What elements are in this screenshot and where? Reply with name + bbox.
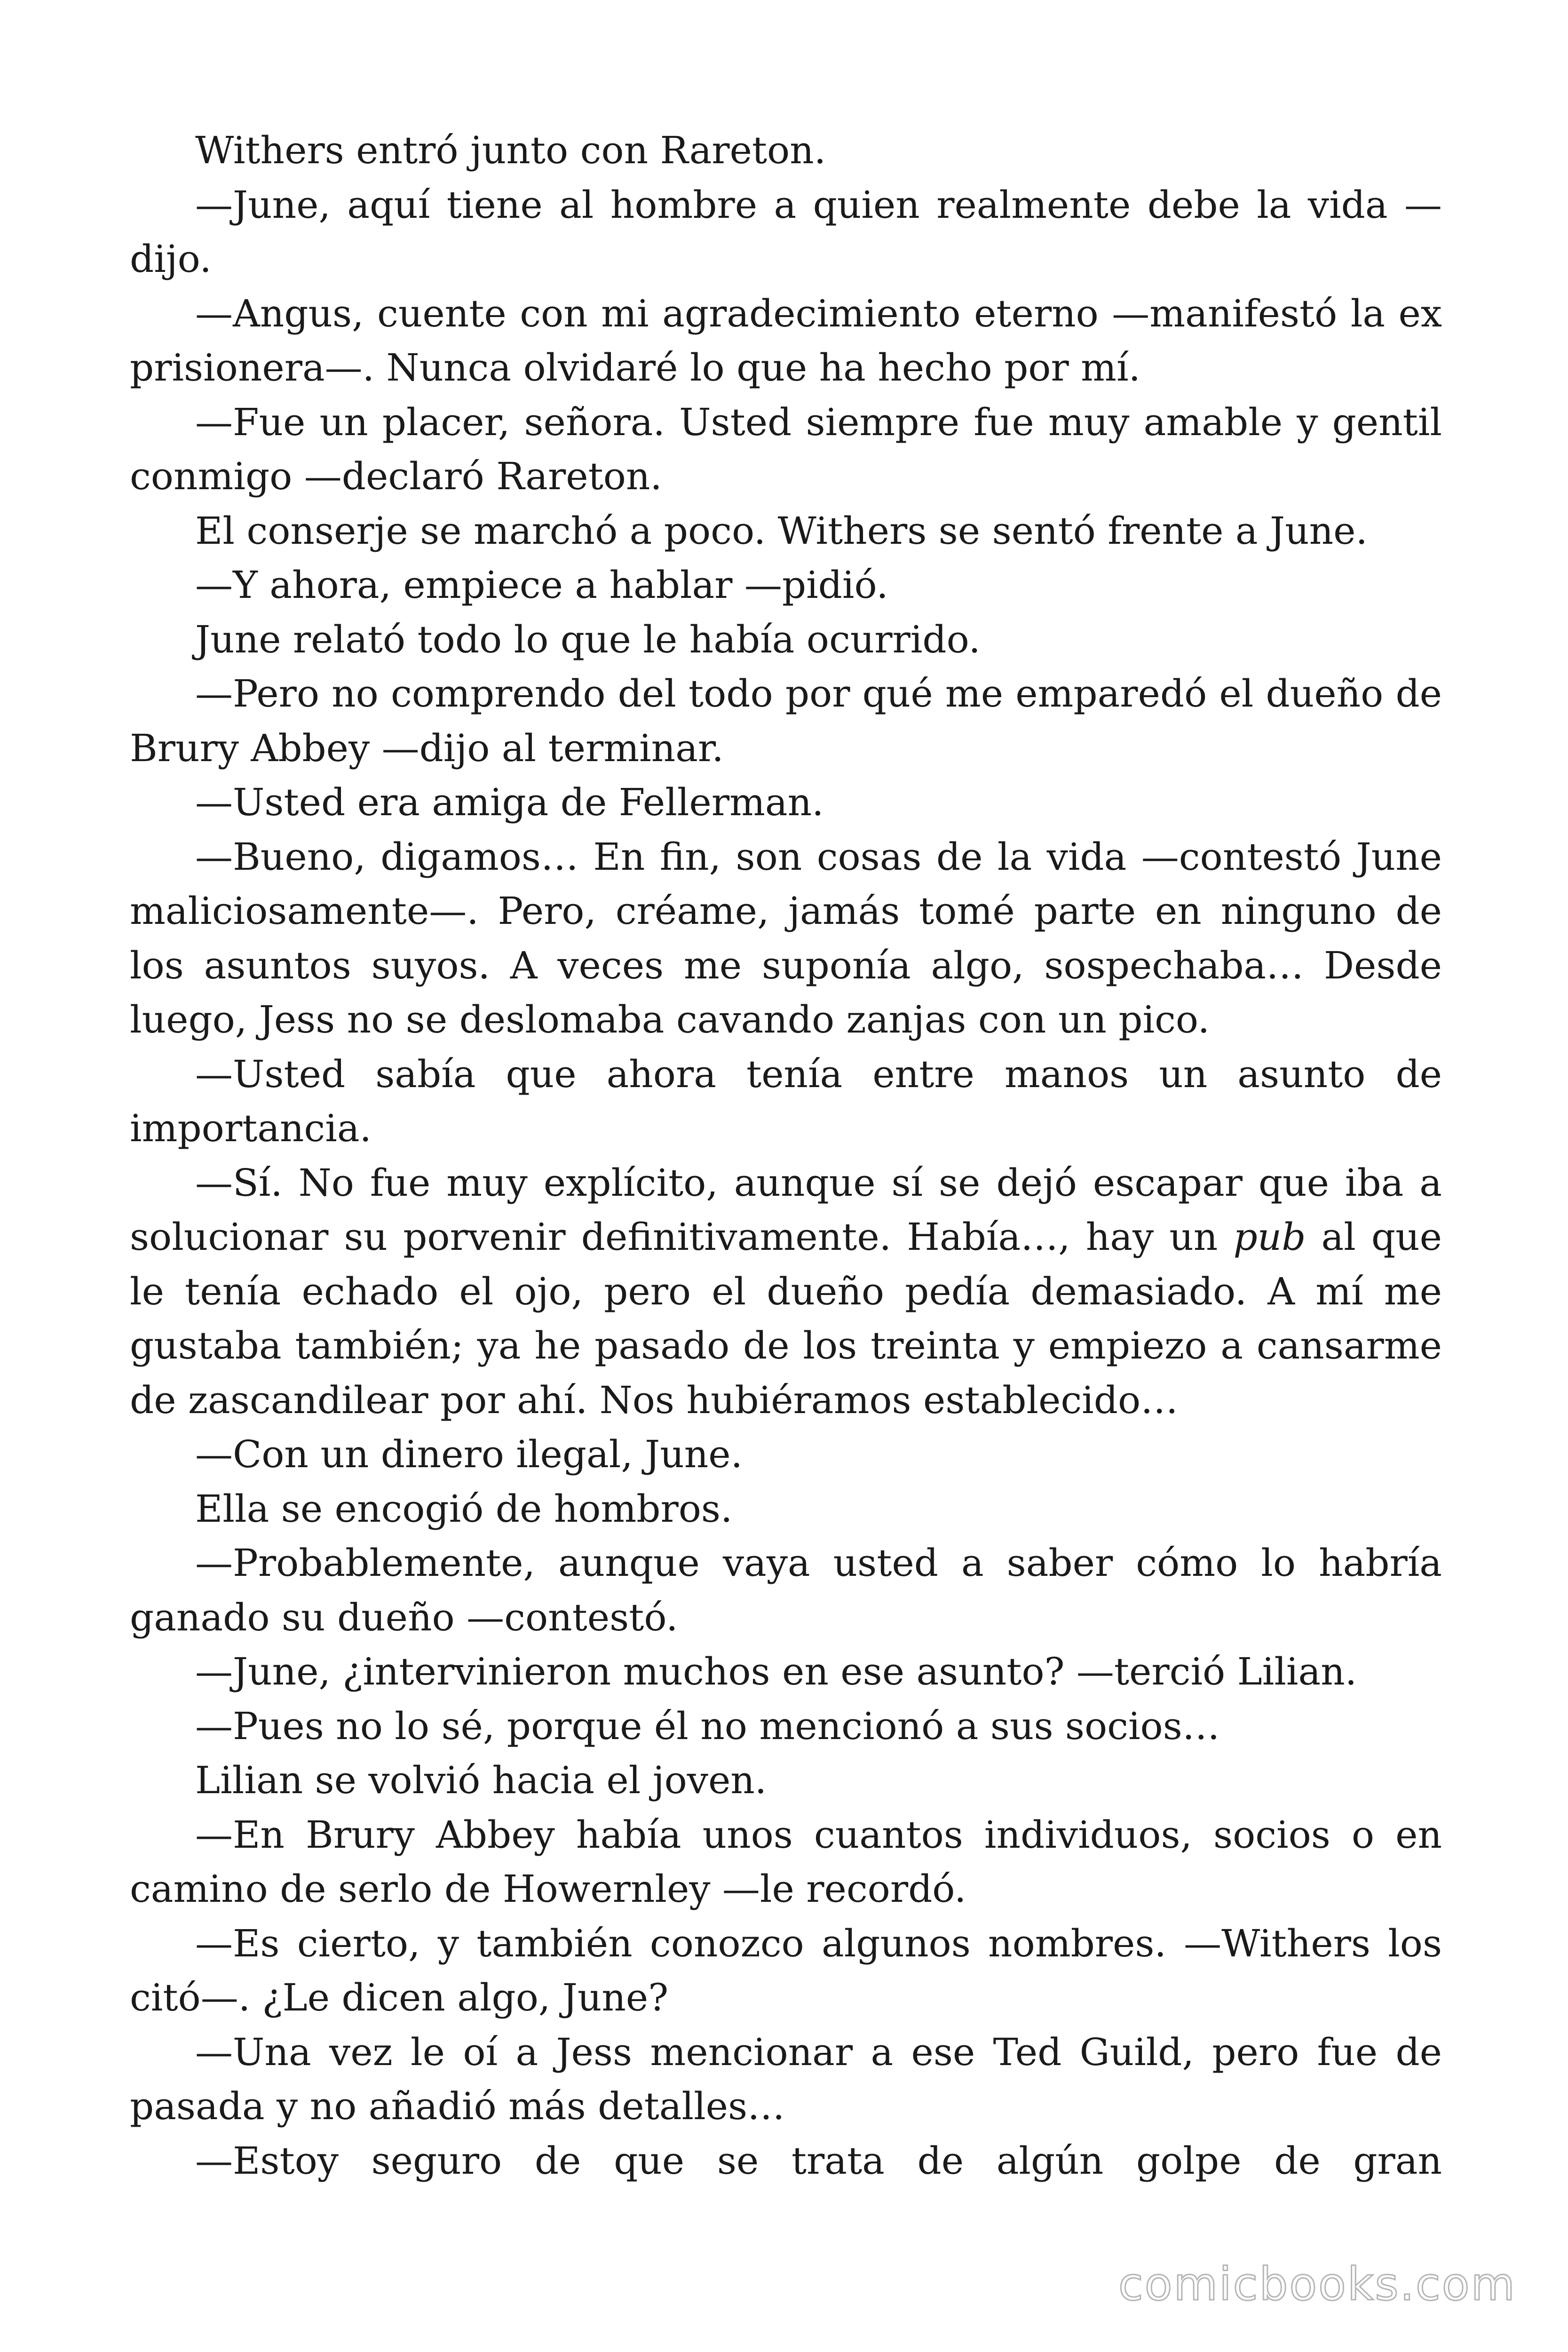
paragraph: —Es cierto, y también conozco algunos nombres. —Withers los citó—. ¿Le dicen algo, June? bbox=[130, 1921, 1442, 2019]
paragraph: —Pues no lo sé, porque él no mencionó a sus socios… bbox=[195, 1704, 1220, 1748]
paragraph: —Bueno, digamos… En fin, son cosas de la vida —contestó June maliciosamente—. Pero, créame, jamás tomé parte en ninguno de los asuntos suyos. A veces me suponía algo, sospechaba… Desde luego, Jess no se deslomaba cavando zanjas con un pico. bbox=[130, 834, 1442, 1041]
watermark-text: comicbooks.com bbox=[1118, 2258, 1516, 2311]
paragraph bbox=[130, 1156, 1442, 1428]
paragraph: —Usted era amiga de Fellerman. bbox=[195, 780, 824, 824]
paragraph: Lilian se volvió hacia el joven. bbox=[195, 1758, 767, 1802]
paragraph: —Pero no comprendo del todo por qué me emparedó el dueño de Brury Abbey —dijo al terminar. bbox=[130, 672, 1442, 770]
paragraph: —En Brury Abbey había unos cuantos individuos, socios o en camino de serlo de Howernley —le recordó. bbox=[130, 1812, 1442, 1911]
paragraph: —Fue un placer, señora. Usted siempre fue muy amable y gentil conmigo —declaró Rareton. bbox=[130, 400, 1442, 498]
paragraph: June relató todo lo que le había ocurrido. bbox=[195, 617, 981, 661]
paragraph: Ella se encogió de hombros. bbox=[195, 1486, 733, 1531]
paragraph: —Probablemente, aunque vaya usted a saber cómo lo habría ganado su dueño —contestó. bbox=[130, 1541, 1442, 1639]
paragraph: Withers entró junto con Rareton. bbox=[195, 128, 826, 172]
italic-word: pub bbox=[1233, 1215, 1306, 1259]
paragraph: —Angus, cuente con mi agradecimiento eterno —manifestó la ex prisionera—. Nunca olvidaré lo que ha hecho por mí. bbox=[130, 291, 1442, 389]
paragraph: —Con un dinero ilegal, June. bbox=[195, 1432, 743, 1476]
paragraph: —June, ¿intervinieron muchos en ese asunto? —terció Lilian. bbox=[195, 1650, 1357, 1693]
paragraph: —Usted sabía que ahora tenía entre manos un asunto de importancia. bbox=[130, 1052, 1442, 1150]
paragraph: El conserje se marchó a poco. Withers se sentó frente a June. bbox=[195, 509, 1368, 553]
paragraph-text: al que le tenía echado el ojo, pero el dueño pedía demasiado. A mí me gustaba también; ya he pasado de los treinta y empiezo a cansarme de zascandilear por ahí. Nos hubiéramos establecido… bbox=[130, 1215, 1442, 1422]
body-text bbox=[130, 123, 1442, 2188]
paragraph-text: —Sí. No fue muy explícito, aunque sí se dejó escapar que iba a solucionar su porvenir definitivamente. Había…, hay un bbox=[130, 1160, 1442, 1259]
paragraph: —Y ahora, empiece a hablar —pidió. bbox=[195, 563, 888, 607]
paragraph: —Una vez le oí a Jess mencionar a ese Ted Guild, pero fue de pasada y no añadió más detalles… bbox=[130, 2030, 1442, 2128]
paragraph: —Estoy seguro de que se trata de algún golpe de gran bbox=[195, 2138, 1442, 2183]
paragraph: —June, aquí tiene al hombre a quien realmente debe la vida —dijo. bbox=[130, 183, 1442, 281]
